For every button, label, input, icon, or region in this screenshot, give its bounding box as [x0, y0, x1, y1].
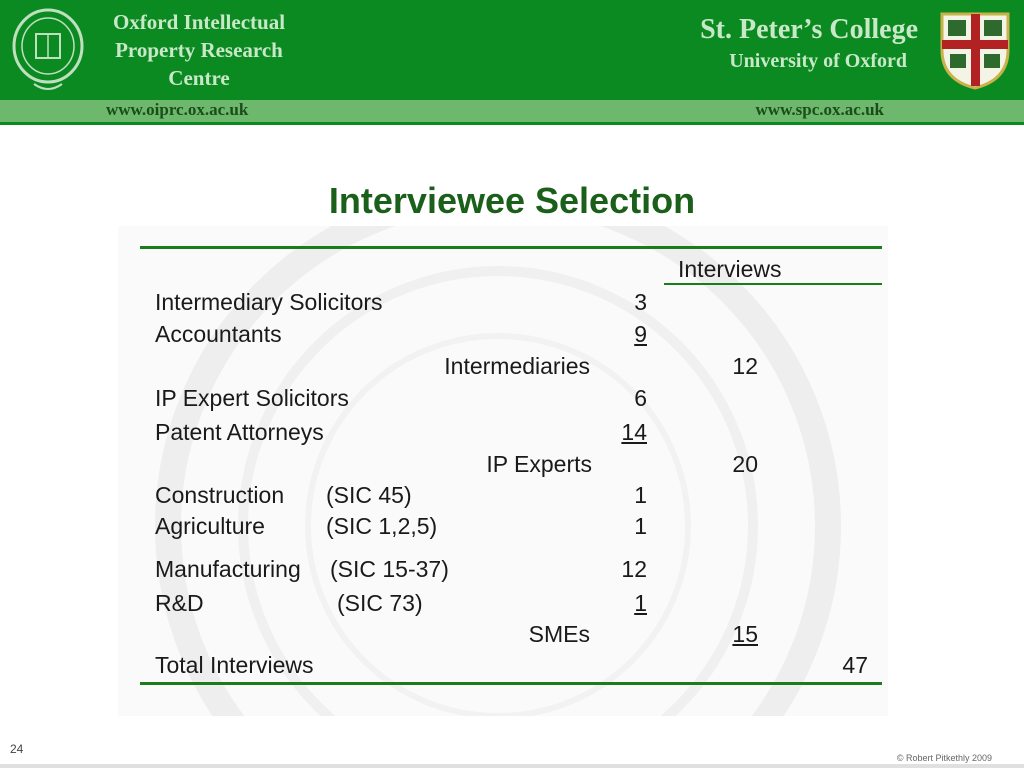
slide-title: Interviewee Selection	[328, 180, 696, 221]
row-count: 9	[634, 321, 647, 347]
row-count: 14	[621, 419, 647, 445]
row-label: Accountants	[155, 321, 282, 347]
subtotal-label: IP Experts	[486, 451, 592, 477]
total-value: 47	[842, 652, 868, 678]
subtotal-value: 20	[732, 451, 758, 477]
subtotal-label: SMEs	[528, 621, 590, 647]
subtotal-value: 12	[732, 353, 758, 379]
oiprc-url[interactable]: www.oiprc.ox.ac.uk	[106, 100, 249, 119]
row-count: 6	[634, 385, 647, 411]
row-label: Construction	[155, 482, 285, 508]
university-subtitle: University of Oxford	[729, 50, 907, 72]
total-label: Total Interviews	[155, 652, 314, 678]
header-divider	[0, 122, 1024, 125]
row-sic: (SIC 73)	[337, 590, 423, 616]
row-count: 1	[634, 482, 647, 508]
slide-number: 24	[10, 742, 24, 756]
subtotal-value: 15	[732, 621, 758, 647]
row-count: 1	[634, 513, 647, 539]
row-label: Agriculture	[155, 513, 265, 539]
row-sic: (SIC 1,2,5)	[326, 513, 438, 539]
row-sic: (SIC 45)	[326, 482, 412, 508]
row-label: Manufacturing	[155, 556, 301, 582]
college-crest-icon	[938, 10, 1012, 90]
table-top-rule	[140, 246, 882, 249]
row-count: 3	[634, 289, 647, 315]
header-underline	[664, 283, 882, 285]
row-label: Intermediary Solicitors	[155, 289, 383, 315]
college-title: St. Peter’s College	[700, 14, 918, 45]
row-count: 12	[621, 556, 647, 582]
row-label: Patent Attorneys	[155, 419, 324, 445]
subtotal-label: Intermediaries	[444, 353, 590, 379]
spc-url[interactable]: www.spc.ox.ac.uk	[755, 100, 884, 119]
row-label: IP Expert Solicitors	[155, 385, 349, 411]
row-sic: (SIC 15-37)	[330, 556, 449, 582]
table-bottom-rule	[140, 682, 882, 685]
copyright-notice: © Robert Pitkethly 2009	[896, 753, 992, 763]
column-header-interviews: Interviews	[678, 256, 782, 282]
row-label: R&D	[155, 590, 204, 616]
oiprc-title: Oxford Intellectual Property Research Centre	[112, 10, 286, 90]
row-count: 1	[634, 590, 647, 616]
oxford-seal-icon	[10, 6, 86, 94]
footer-line	[0, 764, 1024, 768]
